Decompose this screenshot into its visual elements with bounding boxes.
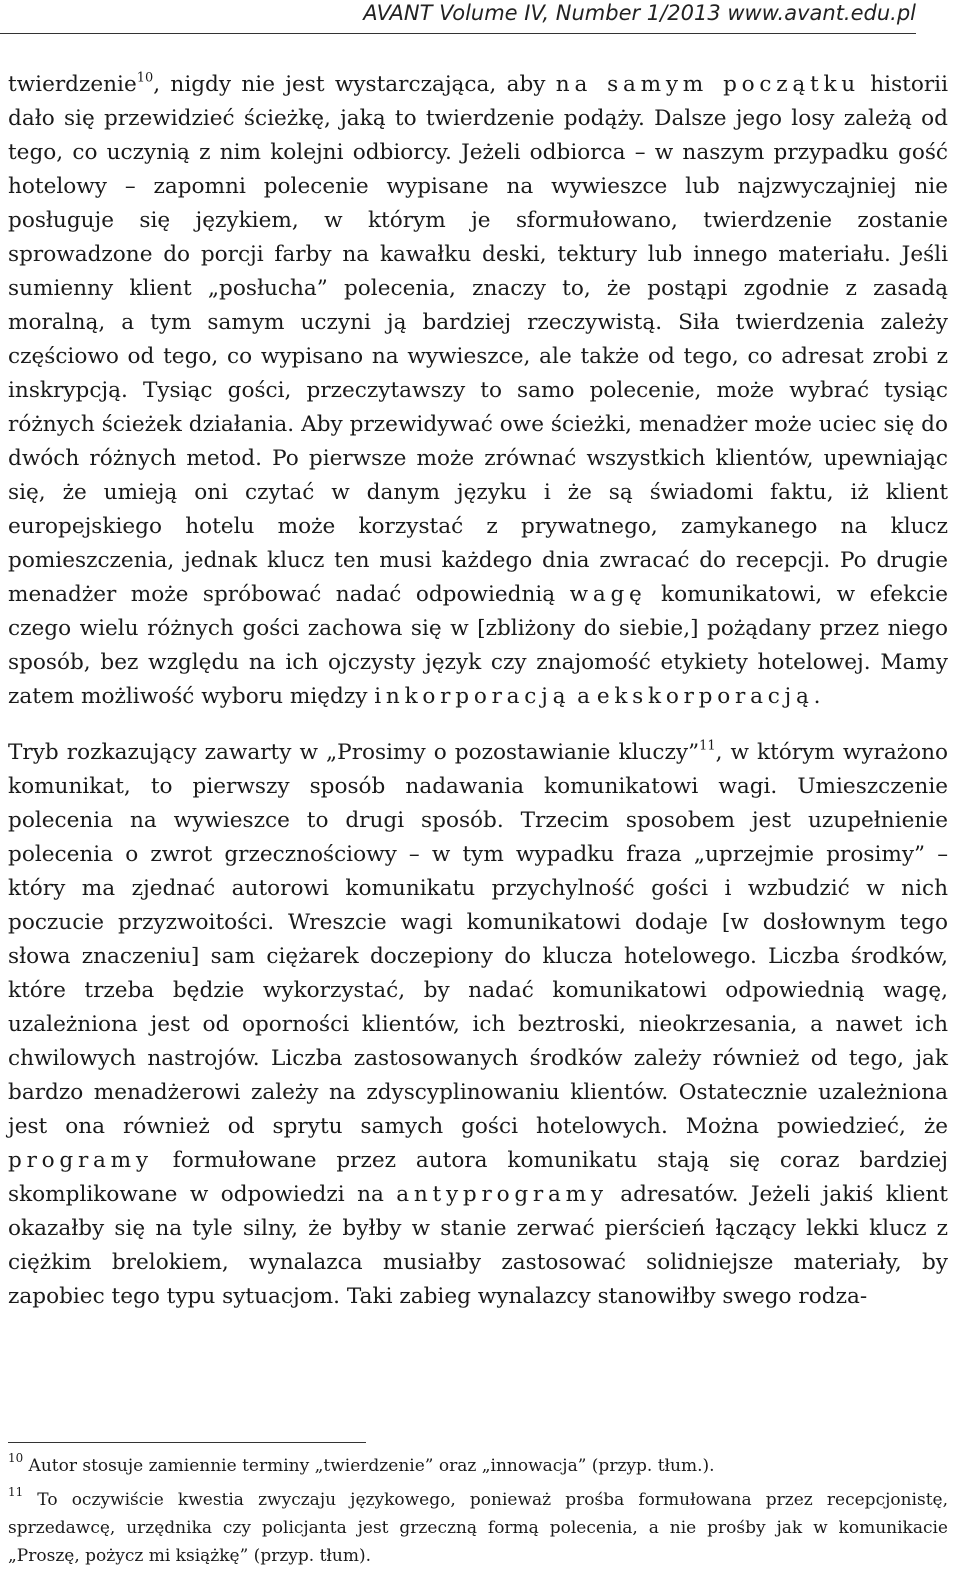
text-run: Tryb rozkazujący zawarty w „Prosimy o pozostawianie kluczy” [8, 740, 700, 765]
footnotes [8, 1452, 948, 1576]
footnote-number: 11 [8, 1485, 24, 1500]
footnote-11 [8, 1486, 948, 1570]
text-run: a [570, 684, 597, 709]
emphasis-spaced: inkorporacją [374, 684, 571, 709]
footnote-ref-10: 10 [136, 70, 154, 86]
text-run: , w którym wyrażono komunikat, to pierwszy sposób nadawania komunikatowi wagi. Umieszczenie polecenia na wywieszce to drugi sposób. Trzecim sposobem jest uzupełnienie polecenia o zwrot grzecznościowy – w tym wypadku fraza „uprzejmie prosimy” – który ma zjednać autorowi komunikatu przychylność gości i wzbudzić w nich poczucie przyzwoitości. Wreszcie wagi komunikatowi dodaje [w dosłownym tego słowa znaczeniu] sam ciężarek doczepiony do klucza hotelowego. Liczba środków, które trzeba będzie wykorzystać, by nadać komunikatowi odpowiednią wagę, uzależniona jest od oporności klientów, ich beztroski, nieokrzesania, a nawet ich chwilowych nastrojów. Liczba zastosowanych środków zależy również od tego, jak bardzo menadżerowi zależy na zdyscyplinowaniu klientów. Ostatecznie uzależniona jest ona również od sprytu samych gości hotelowych. Można powiedzieć, że [8, 740, 948, 1139]
footnote-number: 10 [8, 1451, 24, 1466]
text-run: twierdzenie [8, 72, 137, 97]
footnote-rule [8, 1442, 366, 1443]
emphasis-spaced: programy [8, 1148, 153, 1173]
text-run: . [813, 684, 821, 709]
header-rule [0, 33, 916, 34]
text-run: formułowane przez autora komunikatu stają się coraz bardziej skomplikowane w odpowiedzi na [8, 1148, 948, 1207]
emphasis-spaced: antyprogramy [396, 1182, 608, 1207]
body-text [8, 68, 948, 1314]
emphasis-spaced: wagę [569, 582, 647, 607]
paragraph-1 [8, 68, 948, 714]
text-run: adresatów. Jeżeli jakiś klient okazałby się na tyle silny, że byłby w stanie zerwać pierścień łączący lekki klucz z ciężkim brelokiem, wynalazca musiałby zastosować solidniejsze materiały, by zapobiec tego typu sytuacjom. Taki zabieg wynalazcy stanowiłby swego rodza- [8, 1182, 948, 1309]
footnote-ref-11: 11 [699, 738, 716, 754]
paragraph-2 [8, 736, 948, 1314]
text-run: historii dało się przewidzieć ścieżkę, jaką to twierdzenie podąży. Dalsze jego losy zależą od tego, co uczynią z nim kolejni odbiorcy. Jeżeli odbiorca – w naszym przypadku gość hotelowy – zapomni polecenie wypisane na wywieszce lub najzwyczajniej nie posługuje się językiem, w którym je sformułowano, twierdzenie zostanie sprowadzone do porcji farby na kawałku deski, tektury lub innego materiału. Jeśli sumienny klient „posłucha” polecenia, znaczy to, że postąpi zgodnie z zasadą moralną, a tym samym uczyni ją bardziej rzeczywistą. Siła twierdzenia zależy częściowo od tego, co wypisano na wywieszce, ale także od tego, co adresat zrobi z inskrypcją. Tysiąc gości, przeczytawszy to samo polecenie, może wybrać tysiąc różnych ścieżek działania. Aby przewidywać owe ścieżki, menadżer może uciec się do dwóch różnych metod. Po pierwsze może zrównać wszystkich klientów, upewniając się, że umieją oni czytać w danym języku i że są świadomi faktu, iż klient europejskiego hotelu może korzystać z prywatnego, zamykanego na klucz pomieszczenia, jednak klucz ten musi każdego dnia zwracać do recepcji. Po drugie menadżer może spróbować nadać odpowiednią [8, 72, 948, 607]
page-header [0, 0, 960, 40]
emphasis-spaced: ekskorporacją [596, 684, 814, 709]
running-head: AVANT Volume IV, Number 1/2013 www.avant.edu.pl [363, 1, 916, 25]
emphasis-spaced: na samym początku [555, 72, 860, 97]
footnote-text: To oczywiście kwestia zwyczaju językowego, ponieważ prośba formułowana przez recepcjonistę, sprzedawcę, urzędnika czy policjanta jest grzeczną formą polecenia, a nie prośby jak w komunikacie „Proszę, pożycz mi książkę” (przyp. tłum). [8, 1490, 948, 1566]
footnote-text: Autor stosuje zamiennie terminy „twierdzenie” oraz „innowacja” (przyp. tłum.). [28, 1456, 715, 1476]
text-run: komunikatowi, w efekcie czego wielu różnych gości zachowa się w [zbliżony do siebie,] pożądany przez niego sposób, bez względu na ich ojczysty język czy znajomość etykiety hotelowej. Mamy zatem możliwość wyboru między [8, 582, 948, 709]
text-run: , nigdy nie jest wystarczająca, aby [153, 72, 556, 97]
footnote-10 [8, 1452, 948, 1480]
